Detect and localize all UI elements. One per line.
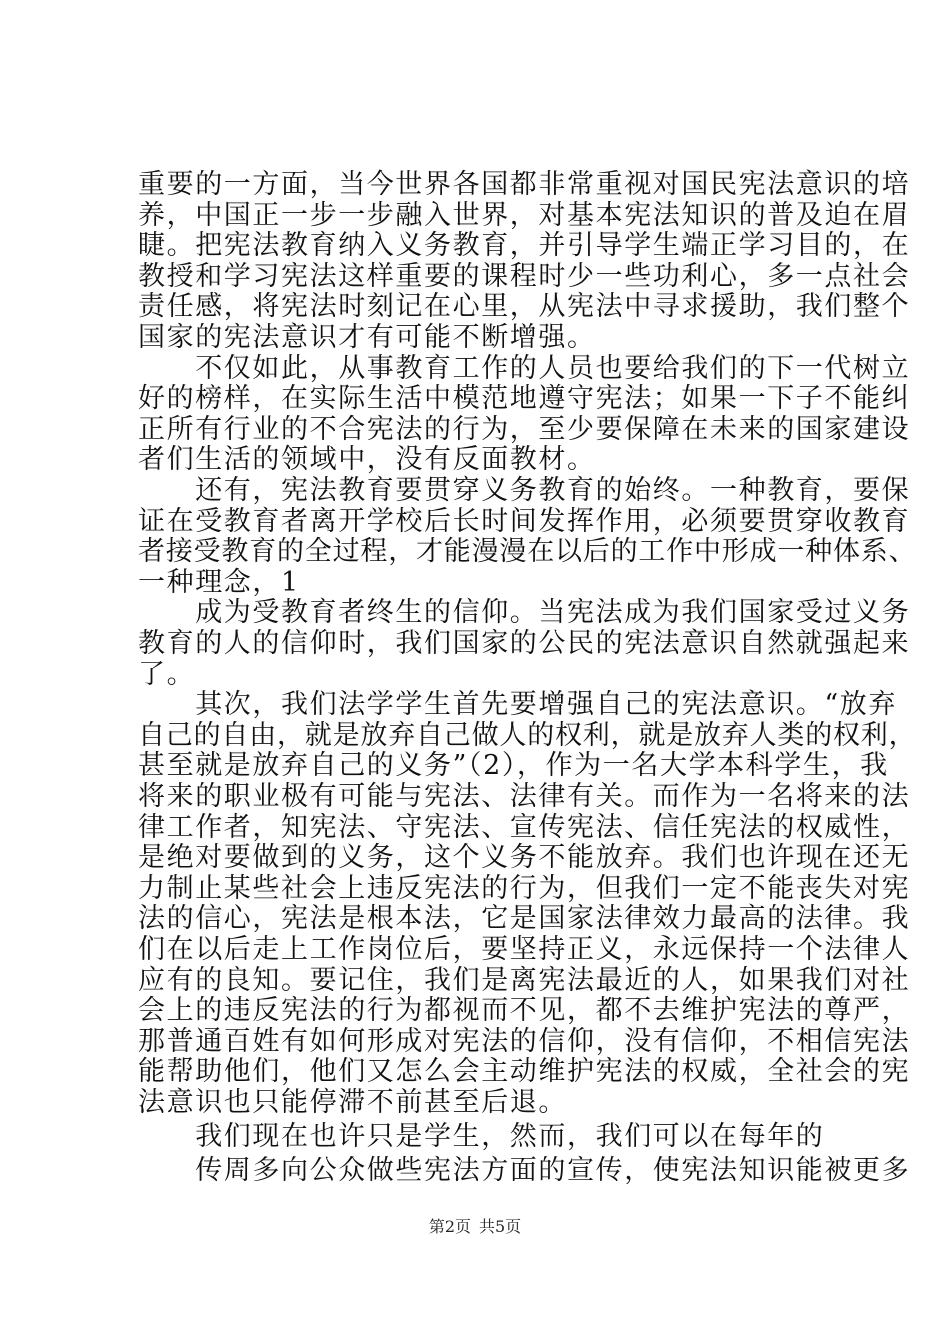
body-line: 那普通百姓有如何形成对宪法的信仰，没有信仰，不相信宪法 — [138, 1025, 911, 1057]
body-line: 自己的自由，就是放弃自己做人的权利，就是放弃人类的权利， — [138, 719, 917, 751]
body-line: 律工作者，知宪法、守宪法、宣传宪法、信任宪法的权威性， — [138, 811, 911, 843]
body-line: 正所有行业的不合宪法的行为，至少要保障在未来的国家建设 — [138, 413, 911, 445]
body-line: 者接受教育的全过程，才能漫漫在以后的工作中形成一种体系、 — [138, 536, 917, 568]
body-line: 我们现在也许只是学生，然而，我们可以在每年的 — [138, 1121, 825, 1152]
body-line: 养，中国正一步一步融入世界，对基本宪法知识的普及迫在眉 — [138, 199, 911, 231]
body-line: 好的榜样，在实际生活中模范地遵守宪法；如果一下子不能纠 — [138, 383, 911, 415]
body-line: 法的信心，宪法是根本法，它是国家法律效力最高的法律。我 — [138, 903, 911, 935]
body-line: 教授和学习宪法这样重要的课程时少一些功利心，多一点社会 — [138, 260, 911, 292]
body-line: 睫。把宪法教育纳入义务教育，并引导学生端正学习目的，在 — [138, 230, 911, 262]
body-line: 证在受教育者离开学校后长时间发挥作用，必须要贯穿收教育 — [138, 505, 911, 537]
body-line: 重要的一方面，当今世界各国都非常重视对国民宪法意识的培 — [138, 169, 911, 200]
body-line: 国家的宪法意识才有可能不断增强。 — [138, 322, 596, 353]
body-line: 了。 — [138, 658, 196, 690]
body-line: 甚至就是放弃自己的义务”（2），作为一名大学本科学生，我 — [138, 750, 889, 782]
body-line: 教育的人的信仰时，我们国家的公民的宪法意识自然就强起来 — [138, 628, 911, 659]
body-line: 者们生活的领域中，没有反面教材。 — [138, 444, 596, 476]
body-line: 应有的良知。要记住，我们是离宪法最近的人，如果我们对社 — [138, 964, 911, 996]
body-line: 法意识也只能停滞不前甚至后退。 — [138, 1087, 567, 1118]
body-line: 会上的违反宪法的行为都视而不见，都不去维护宪法的尊严， — [138, 995, 911, 1027]
body-line: 其次，我们法学学生首先要增强自己的宪法意识。“放弃 — [138, 689, 898, 721]
body-line: 们在以后走上工作岗位后，要坚持正义，永远保持一个法律人 — [138, 934, 911, 965]
body-line: 能帮助他们，他们又怎么会主动维护宪法的权威，全社会的宪 — [138, 1056, 911, 1088]
body-line: 一种理念，1 — [138, 566, 300, 598]
page-total: 共5页 — [479, 1217, 522, 1236]
body-line: 将来的职业极有可能与宪法、法律有关。而作为一名将来的法 — [138, 781, 911, 812]
body-line: 成为受教育者终生的信仰。当宪法成为我们国家受过义务 — [138, 597, 911, 629]
body-line: 传周多向公众做些宪法方面的宣传，使宪法知识能被更多 — [138, 1155, 911, 1186]
body-line: 不仅如此，从事教育工作的人员也要给我们的下一代树立 — [138, 352, 911, 384]
body-line: 力制止某些社会上违反宪法的行为，但我们一定不能丧失对宪 — [138, 872, 911, 904]
body-line: 责任感，将宪法时刻记在心里，从宪法中寻求援助，我们整个 — [138, 291, 911, 323]
page-footer — [0, 1214, 950, 1237]
body-line: 是绝对要做到的义务，这个义务不能放弃。我们也许现在还无 — [138, 842, 911, 874]
page-number: 第2页 — [428, 1217, 471, 1236]
body-line: 还有，宪法教育要贯穿义务教育的始终。一种教育，要保 — [138, 475, 911, 506]
